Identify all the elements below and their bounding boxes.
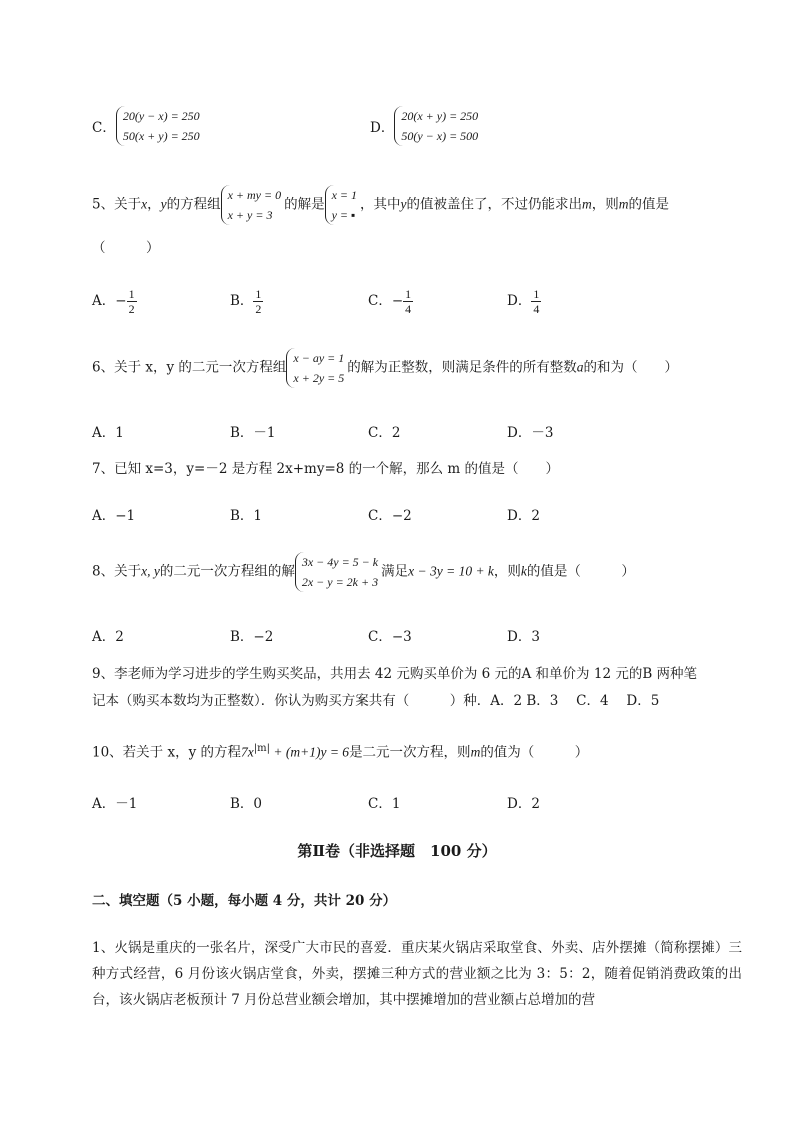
question-5 <box>92 185 669 225</box>
equation: 50(x + y) = 250 <box>122 129 200 143</box>
q5-text: 5、关于 <box>92 196 142 213</box>
equation: 2x − y = 2k + 3 <box>301 575 379 589</box>
equation: 50(y − x) = 500 <box>401 129 479 143</box>
equation: x + y = 3 <box>227 208 273 222</box>
q10-text: 是二元一次方程，则 <box>349 744 471 761</box>
comma: ， <box>147 196 161 213</box>
q5-paren: （ ） <box>92 240 160 256</box>
equation: 20(y − x) = 250 <box>122 109 200 123</box>
var-k: k <box>520 563 527 579</box>
var-y: y <box>400 196 407 212</box>
q10-option-c: C．1 <box>368 796 401 812</box>
option-label: B． <box>230 293 254 309</box>
option-label: D． <box>370 120 395 136</box>
question-8 <box>92 552 635 592</box>
q5-option-a <box>92 287 137 316</box>
numerator: 1 <box>533 287 540 301</box>
q8-text: 8、关于 <box>92 563 142 580</box>
equation: 3x − 4y = 5 − k <box>301 555 379 569</box>
equation: 20(x + y) = 250 <box>401 109 479 123</box>
q10-text: 的值为（ ） <box>480 744 589 761</box>
equation-part: + (m+1)y = 6 <box>270 744 350 760</box>
q10-option-b: B．0 <box>230 796 263 812</box>
solution-system <box>325 185 360 225</box>
denominator: 4 <box>405 302 412 316</box>
fraction <box>253 287 263 316</box>
numerator: 1 <box>255 287 262 301</box>
equation-system <box>295 552 381 592</box>
q10-option-a: A．－1 <box>92 796 138 812</box>
q4-option-c <box>92 106 203 146</box>
var-a: a <box>576 359 584 375</box>
q6-text: 6、关于 x，y 的二元一次方程组 <box>92 359 287 376</box>
q5-option-b <box>230 287 263 316</box>
equation-part: 7x <box>241 744 254 760</box>
var-m: m <box>470 744 481 760</box>
q6-option-a: A．1 <box>92 425 124 441</box>
q8-option-a: A．2 <box>92 629 124 645</box>
q8-text: 的值是（ ） <box>526 563 635 580</box>
option-label: C． <box>368 293 392 309</box>
question-10 <box>92 739 588 763</box>
equation-system <box>116 106 203 146</box>
equation-system <box>394 106 481 146</box>
equation: x = 1 <box>331 188 358 202</box>
equation: x − ay = 1 <box>293 351 345 365</box>
q5-text: 的值被盖住了，不过仍能求出 <box>406 196 583 213</box>
fill-blank-question-1: 1、火锅是重庆的一张名片，深受广大市民的喜爱．重庆某火锅店采取堂食、外卖、店外摆摊（简称摆摊）三种方式经营，6 月份该火锅店堂食，外卖，摆摊三种方式的营业额之比为 3：5：2，随着促销消费政策的出台，该火锅店老板预计 7 月份总营业额会增加，其中摆摊增加的营业额占总增加的营 <box>92 940 742 1008</box>
q5-text: ，其中 <box>360 196 401 213</box>
q5-text: 的方程组 <box>166 196 221 213</box>
numerator: 1 <box>128 287 135 301</box>
exponent: |m| <box>253 743 270 754</box>
option-label: D． <box>507 293 532 309</box>
vars-xy: x, y <box>141 563 160 579</box>
q5-option-c <box>368 287 413 316</box>
q7-option-c: C．−2 <box>368 508 412 524</box>
q7-option-b: B．1 <box>230 508 263 524</box>
option-label: C． <box>92 120 116 136</box>
q7-option-a: A．−1 <box>92 508 136 524</box>
option-label: A． <box>92 293 116 309</box>
var-y: y <box>160 196 167 212</box>
q8-option-b: B．−2 <box>230 629 274 645</box>
equation: x + my = 0 <box>227 188 282 202</box>
q8-option-c: C．−3 <box>368 629 412 645</box>
question-6 <box>92 348 678 388</box>
q5-option-d <box>507 287 541 316</box>
fraction <box>531 287 541 316</box>
part-2-heading: 第Ⅱ卷（非选择题 100 分） <box>297 842 497 860</box>
q6-text: 的解为正整数，则满足条件的所有整数 <box>347 359 577 376</box>
question-7: 7、已知 x=3，y=－2 是方程 2x+my=8 的一个解，那么 m 的值是（ ） <box>92 461 560 477</box>
q7-option-d: D．2 <box>507 508 540 524</box>
q10-option-d: D．2 <box>507 796 540 812</box>
q8-option-d: D．3 <box>507 629 540 645</box>
sign: − <box>115 293 127 309</box>
q8-text: 满足 <box>381 563 409 580</box>
equation-system <box>221 185 285 225</box>
equation: x + 2y = 5 <box>293 371 345 385</box>
fraction <box>403 287 413 316</box>
denominator: 2 <box>128 302 135 316</box>
sign: − <box>391 293 404 309</box>
var-m: m <box>582 196 592 212</box>
denominator: 2 <box>255 302 262 316</box>
numerator: 1 <box>405 287 412 301</box>
q6-option-b: B．－1 <box>230 425 276 441</box>
q8-text: 的二元一次方程组的解 <box>159 563 295 580</box>
q5-text: 的解是 <box>284 196 325 213</box>
q6-option-d: D．－3 <box>507 425 554 441</box>
var-x: x <box>141 196 148 212</box>
question-9-line-2: 记本（购买本数均为正整数）．你认为购买方案共有（ ）种．A．2 B．3 C．4 D．5 <box>92 693 660 709</box>
equation: y = ▪ <box>331 208 356 222</box>
q6-text: 的和为（ ） <box>583 359 679 376</box>
question-9-line-1: 9、李老师为学习进步的学生购买奖品，共用去 42 元购买单价为 6 元的A 和单价为 12 元的B 两种笔 <box>92 666 698 682</box>
equation-system <box>286 348 347 388</box>
q8-text: ，则 <box>493 563 521 580</box>
denominator: 4 <box>533 302 540 316</box>
section-heading: 二、填空题（5 小题，每小题 4 分，共计 20 分） <box>92 893 397 909</box>
q6-option-c: C．2 <box>368 425 401 441</box>
var-m: m <box>618 196 629 212</box>
q4-option-d <box>370 106 481 146</box>
fraction <box>127 287 137 316</box>
q10-text: 10、若关于 x，y 的方程 <box>92 744 242 761</box>
condition-equation: x − 3y = 10 + k <box>408 563 494 579</box>
q5-text: 的值是 <box>628 196 670 213</box>
q5-text: ，则 <box>591 196 619 213</box>
